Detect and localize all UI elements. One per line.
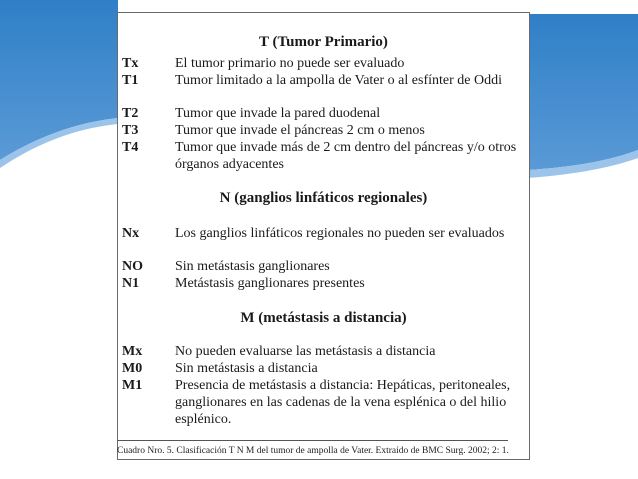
table-caption: Cuadro Nro. 5. Clasificación T N M del tumor de ampolla de Vater. Extraído de BMC Surg. 2002; 2: 1. — [117, 446, 509, 456]
row-code: NO — [122, 259, 143, 274]
caption-divider — [117, 440, 508, 441]
row-description: Metástasis ganglionares presentes — [175, 276, 365, 291]
row-code: Nx — [122, 226, 140, 241]
row-description: Tumor que invade la pared duodenal — [175, 106, 381, 121]
row-description: No pueden evaluarse las metástasis a distancia — [175, 344, 436, 359]
row-description: Los ganglios linfáticos regionales no pueden ser evaluados — [175, 226, 505, 241]
row-code: T3 — [122, 123, 139, 138]
row-code: T1 — [122, 73, 139, 88]
row-description: Sin metástasis ganglionares — [175, 259, 330, 274]
row-code: T4 — [122, 140, 139, 155]
section-heading-n: N (ganglios linfáticos regionales) — [219, 190, 428, 206]
section-heading-t: T (Tumor Primario) — [259, 34, 388, 50]
section-heading-m: M (metástasis a distancia) — [240, 310, 407, 326]
row-code: Mx — [122, 344, 143, 359]
row-description: Tumor que invade el páncreas 2 cm o menos — [175, 123, 425, 138]
row-description: Tumor limitado a la ampolla de Vater o al esfínter de Oddi — [175, 73, 502, 88]
row-code: N1 — [122, 276, 140, 291]
row-description: Sin metástasis a distancia — [175, 361, 318, 376]
row-code: M1 — [122, 378, 143, 393]
row-code: T2 — [122, 106, 139, 121]
tnm-classification-table — [117, 12, 530, 460]
row-description: Presencia de metástasis a distancia: Hepáticas, peritoneales, ganglionares en las cadenas de la vena esplénica o del hilio esplénico. — [175, 378, 511, 427]
row-description: Tumor que invade más de 2 cm dentro del páncreas y/o otros órganos adyacentes — [175, 140, 517, 172]
row-code: Tx — [122, 56, 139, 71]
row-code: M0 — [122, 361, 143, 376]
row-description: El tumor primario no puede ser evaluado — [175, 56, 405, 71]
